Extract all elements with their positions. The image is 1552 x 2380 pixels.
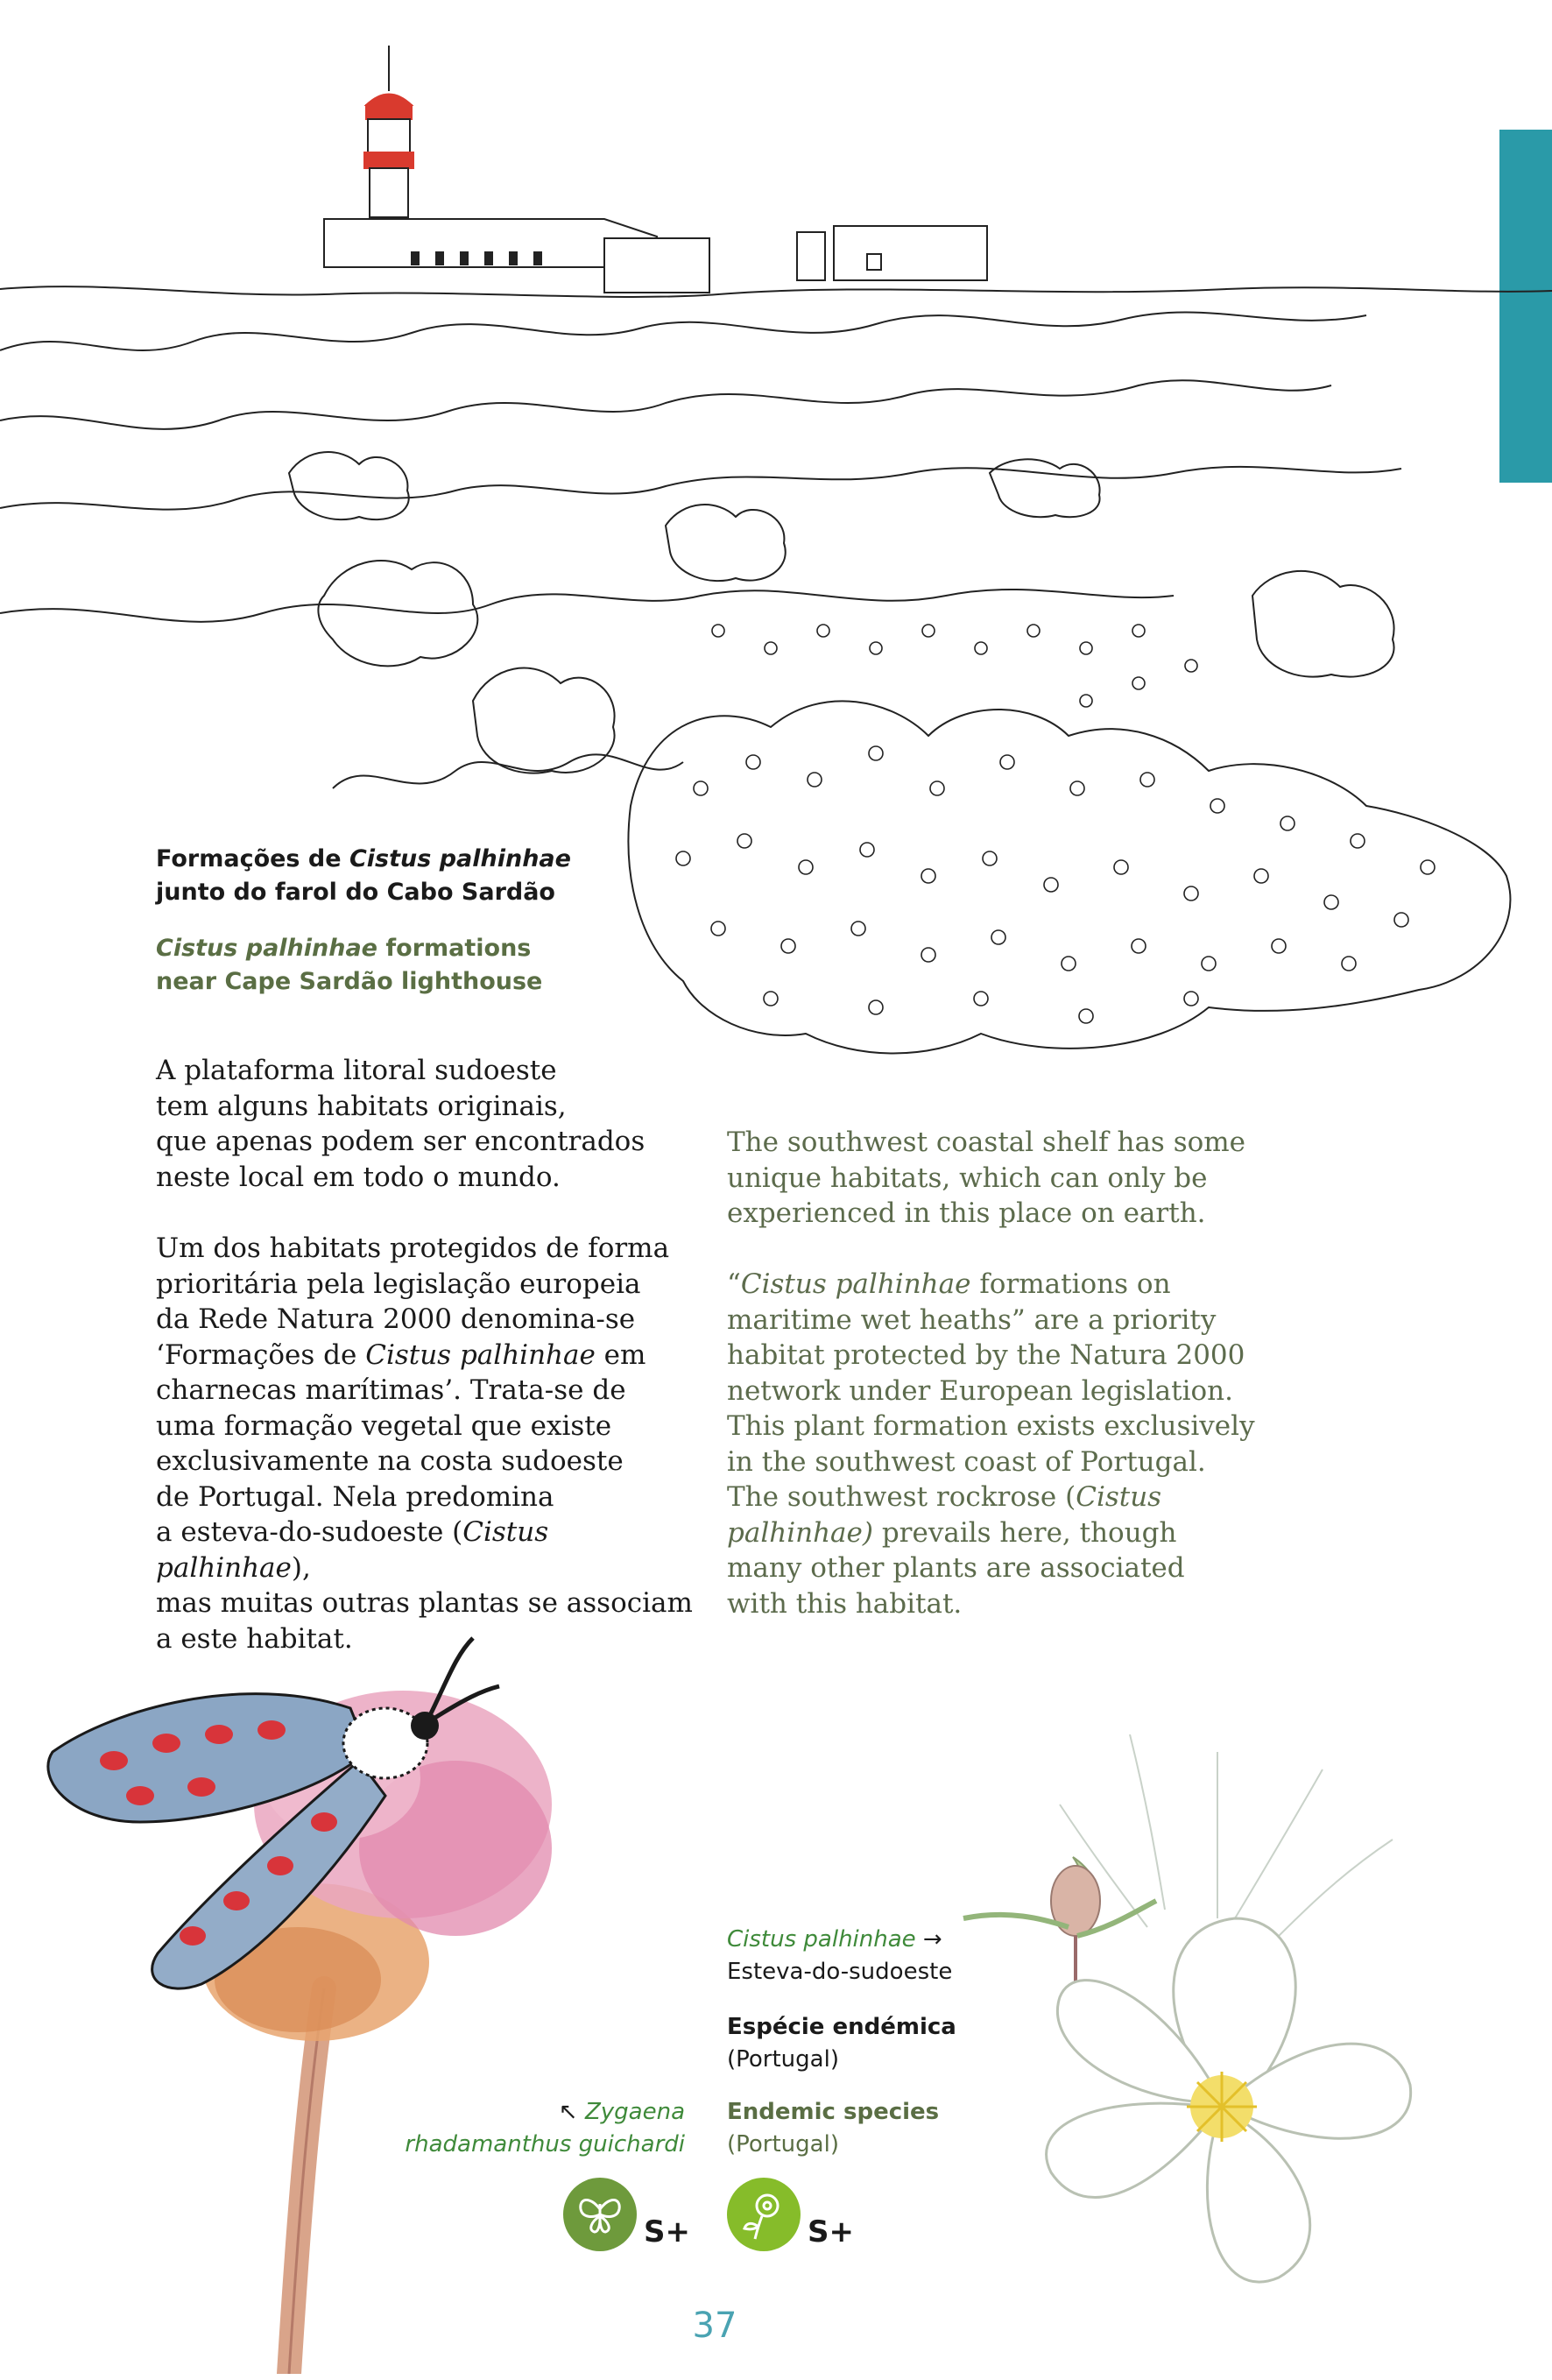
text-span: ), — [291, 1551, 311, 1584]
species-name: Cistus palhinhae — [740, 1268, 971, 1300]
text-line: Um dos habitats protegidos de forma — [156, 1232, 670, 1264]
text-span: The southwest rockrose ( — [727, 1481, 1076, 1513]
text-span: “ — [727, 1268, 741, 1300]
text-line: unique habitats, which can only be — [727, 1162, 1208, 1194]
arrow-up-left-icon: ↖ — [558, 2099, 578, 2125]
text-line — [727, 1480, 1270, 1515]
species-name: Cistus — [1076, 1481, 1162, 1513]
text-line: uma formação vegetal que existe — [156, 1409, 612, 1442]
text-line: A plataforma litoral sudoeste — [156, 1055, 557, 1086]
illustration-caption-en — [156, 932, 681, 999]
en-paragraph-1 — [727, 1125, 1270, 1232]
text-line — [727, 1515, 1270, 1551]
caption-en-line2: near Cape Sardão lighthouse — [156, 968, 543, 995]
text-line: many other plants are associated — [727, 1552, 1185, 1584]
text-line: charnecas marítimas’. Trata-se de — [156, 1374, 626, 1406]
text-line: in the southwest coast of Portugal. — [727, 1445, 1206, 1478]
flower-status: S+ — [808, 2214, 854, 2249]
caption-pt-prefix: Formações de — [156, 845, 349, 872]
text-line: This plant formation exists exclusively — [727, 1410, 1255, 1442]
pt-paragraph-2 — [156, 1231, 699, 1656]
endemic-en-title: Endemic species — [727, 2099, 940, 2125]
caption-en-suffix: formations — [377, 935, 532, 962]
moth-species: rhadamanthus guichardi — [405, 2131, 685, 2158]
text-span: prevails here, though — [872, 1516, 1177, 1549]
butterfly-icon — [563, 2178, 637, 2251]
endemic-label-en — [727, 2096, 1077, 2161]
text-line: de Portugal. Nela predomina — [156, 1480, 554, 1513]
caption-pt-line2: junto do farol do Cabo Sardão — [156, 879, 555, 906]
text-line — [156, 1515, 699, 1585]
text-line: neste local em todo o mundo. — [156, 1161, 561, 1193]
moth-on-thrift-illustration — [35, 1621, 631, 2374]
lighthouse-drawing — [324, 46, 987, 293]
species-name: Cistus palhinhae — [156, 1516, 549, 1584]
text-line: habitat protected by the Natura 2000 — [727, 1339, 1245, 1371]
illustration-caption-pt — [156, 843, 681, 909]
text-line — [156, 1338, 699, 1374]
text-line: experienced in this place on earth. — [727, 1197, 1206, 1229]
plant-common-name: Esteva-do-sudoeste — [727, 1959, 953, 1985]
en-paragraph-2 — [727, 1267, 1270, 1621]
text-line: exclusivamente na costa sudoeste — [156, 1445, 624, 1477]
species-name: palhinhae) — [727, 1516, 873, 1549]
text-line: with this habitat. — [727, 1587, 963, 1620]
text-line: tem alguns habitats originais, — [156, 1090, 567, 1122]
pt-paragraph-1 — [156, 1053, 699, 1195]
text-span: a esteva-do-sudoeste ( — [156, 1516, 463, 1548]
text-line: prioritária pela legislação europeia — [156, 1268, 641, 1300]
page-number: 37 — [692, 2306, 737, 2346]
butterfly-status: S+ — [644, 2214, 690, 2249]
flower-icon — [727, 2178, 801, 2251]
text-line: maritime wet heaths” are a priority — [727, 1303, 1217, 1336]
caption-pt-species: Cistus palhinhae — [349, 845, 571, 872]
endemic-pt-sub: (Portugal) — [727, 2046, 839, 2073]
text-span: em — [595, 1338, 646, 1371]
plant-latin-name: Cistus palhinhae — [727, 1926, 916, 1953]
caption-en-species: Cistus palhinhae — [156, 935, 377, 962]
species-name: Cistus palhinhae — [365, 1338, 596, 1371]
flower-badge — [727, 2178, 801, 2251]
lighthouse-landscape-illustration — [0, 35, 1552, 1086]
text-line: mas muitas outras plantas se associam — [156, 1587, 693, 1619]
text-line — [727, 1267, 1270, 1303]
text-line: The southwest coastal shelf has some — [727, 1126, 1246, 1158]
endemic-en-sub: (Portugal) — [727, 2131, 839, 2158]
text-line: network under European legislation. — [727, 1374, 1233, 1407]
moth-species-label — [385, 2096, 685, 2161]
endemic-label-pt — [727, 2011, 1077, 2076]
moth-genus: Zygaena — [584, 2099, 685, 2125]
plant-species-label — [727, 1924, 1077, 1988]
text-span: formations on — [970, 1268, 1171, 1300]
text-span: ‘Formações de — [156, 1338, 366, 1371]
endemic-pt-title: Espécie endémica — [727, 2014, 956, 2040]
butterfly-badge — [563, 2178, 637, 2251]
text-line: que apenas podem ser encontrados — [156, 1126, 645, 1157]
text-line: a este habitat. — [156, 1622, 353, 1655]
text-line: da Rede Natura 2000 denomina-se — [156, 1303, 636, 1335]
arrow-right-icon: → — [922, 1926, 942, 1953]
